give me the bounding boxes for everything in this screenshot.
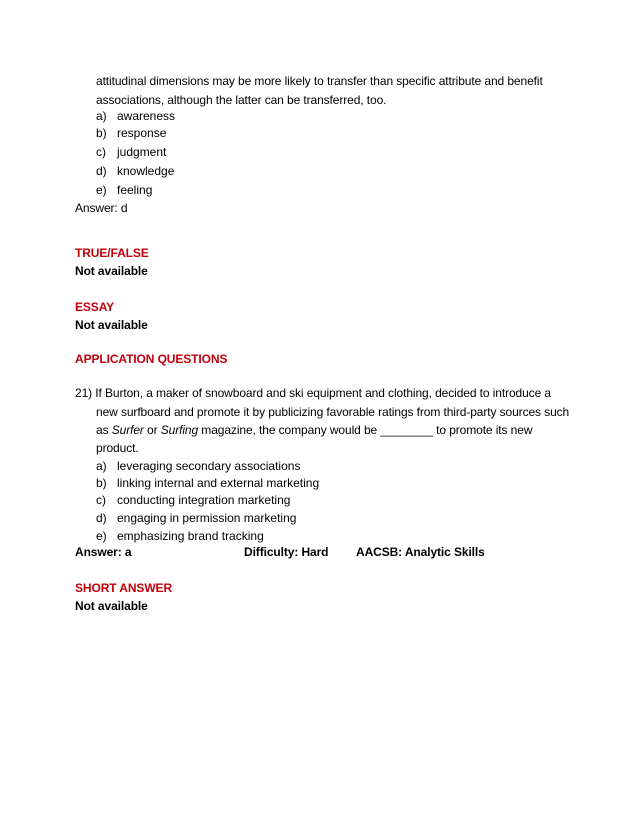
option-text: conducting integration marketing [117, 493, 291, 507]
option-text: engaging in permission marketing [117, 511, 297, 525]
q20-option-d [96, 164, 174, 179]
option-letter: c) [96, 493, 106, 507]
true-false-body: Not available [75, 264, 148, 278]
q21-line3-post: magazine, the company would be ________ to promote its new [198, 423, 533, 437]
q20-option-c [96, 145, 166, 160]
q20-answer: Answer: d [75, 201, 128, 215]
option-text: feeling [117, 183, 153, 197]
q21-line3-mid: or [143, 423, 161, 437]
option-letter: d) [96, 164, 107, 178]
option-letter: e) [96, 529, 107, 543]
option-letter: b) [96, 476, 107, 490]
q21-line3-pre: as [96, 423, 112, 437]
q20-option-a [96, 109, 175, 124]
q21-option-d [96, 511, 296, 526]
q21-difficulty: Difficulty: Hard [244, 545, 329, 559]
q21-aacsb: AACSB: Analytic Skills [356, 545, 485, 559]
q20-stem-line-2: associations, although the latter can be transferred, too. [96, 93, 387, 107]
option-text: emphasizing brand tracking [117, 529, 264, 543]
q21-magazine-surfing: Surfing [160, 423, 199, 437]
option-letter: d) [96, 511, 107, 525]
option-letter: e) [96, 183, 107, 197]
section-heading-short-answer: SHORT ANSWER [75, 581, 173, 595]
section-heading-true-false: TRUE/FALSE [75, 246, 149, 260]
q21-answer: Answer: a [75, 545, 132, 559]
option-letter: b) [96, 126, 107, 140]
q20-option-e [96, 183, 152, 198]
q21-stem-line-3 [96, 423, 532, 438]
q21-magazine-surfer: Surfer [111, 423, 144, 437]
option-text: response [117, 126, 167, 140]
option-letter: a) [96, 459, 107, 473]
option-text: leveraging secondary associations [117, 459, 301, 473]
short-answer-body: Not available [75, 599, 148, 613]
essay-body: Not available [75, 318, 148, 332]
q21-option-c [96, 493, 290, 508]
q21-option-b [96, 476, 319, 491]
option-text: awareness [117, 109, 176, 123]
q21-stem-line-2: new surfboard and promote it by publicizing favorable ratings from third-party sources such [96, 405, 570, 419]
q20-stem-line-1: attitudinal dimensions may be more likely to transfer than specific attribute and benefit [96, 74, 543, 88]
q21-option-e [96, 529, 264, 544]
option-text: judgment [117, 145, 167, 159]
q21-stem-line-4: product. [96, 441, 139, 455]
q21-stem-line-1: 21) If Burton, a maker of snowboard and ski equipment and clothing, decided to introduce a [75, 386, 551, 400]
q21-option-a [96, 459, 300, 474]
q20-option-b [96, 126, 166, 141]
option-letter: c) [96, 145, 106, 159]
option-letter: a) [96, 109, 107, 123]
option-text: knowledge [117, 164, 175, 178]
option-text: linking internal and external marketing [117, 476, 320, 490]
section-heading-application: APPLICATION QUESTIONS [75, 352, 228, 366]
section-heading-essay: ESSAY [75, 300, 115, 314]
